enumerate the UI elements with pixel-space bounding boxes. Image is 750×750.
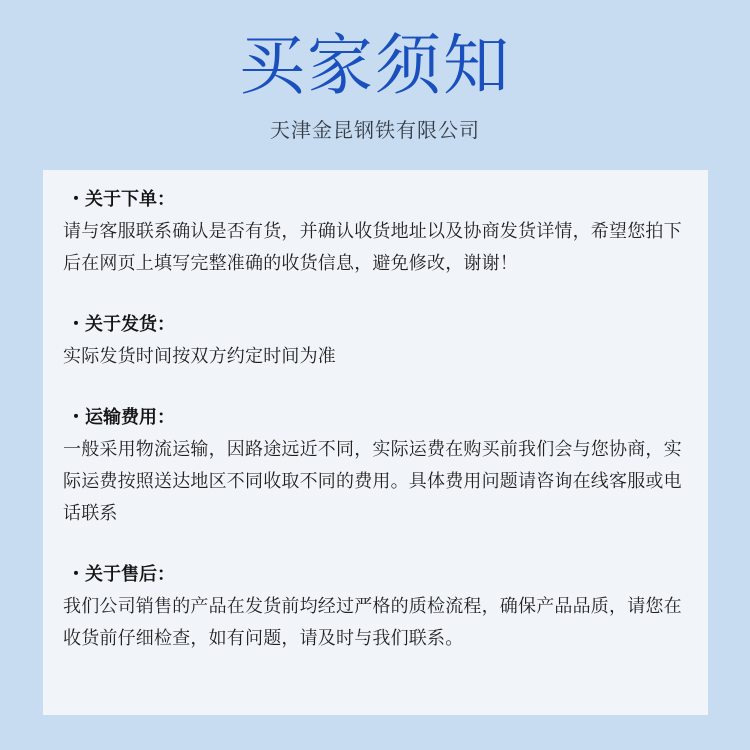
section-heading: ・运输费用：	[67, 407, 175, 428]
section-heading: ・关于发货：	[67, 314, 175, 335]
section-shipping	[63, 309, 688, 373]
section-body: 实际发货时间按双方约定时间为准	[63, 346, 336, 367]
page-title: 买家须知	[239, 27, 511, 104]
notice-card	[43, 170, 708, 715]
section-body: 一般采用物流运输，因路途远近不同，实际运费在购买前我们会与您协商，实际运费按照送达地区不同收取不同的费用。具体费用问题请咨询在线客服或电话联系	[63, 439, 682, 524]
section-freight	[63, 402, 688, 530]
section-heading: ・关于下单：	[67, 189, 175, 210]
section-after-sales	[63, 559, 688, 655]
section-body: 请与客服联系确认是否有货，并确认收货地址以及协商发货详情，希望您拍下后在网页上填写完整准确的收货信息，避免修改，谢谢！	[63, 221, 682, 274]
section-body: 我们公司销售的产品在发货前均经过严格的质检流程，确保产品品质，请您在收货前仔细检查，如有问题，请及时与我们联系。	[63, 596, 682, 649]
company-name: 天津金昆钢铁有限公司	[270, 118, 480, 142]
section-heading: ・关于售后：	[67, 564, 175, 585]
section-ordering	[63, 184, 688, 280]
